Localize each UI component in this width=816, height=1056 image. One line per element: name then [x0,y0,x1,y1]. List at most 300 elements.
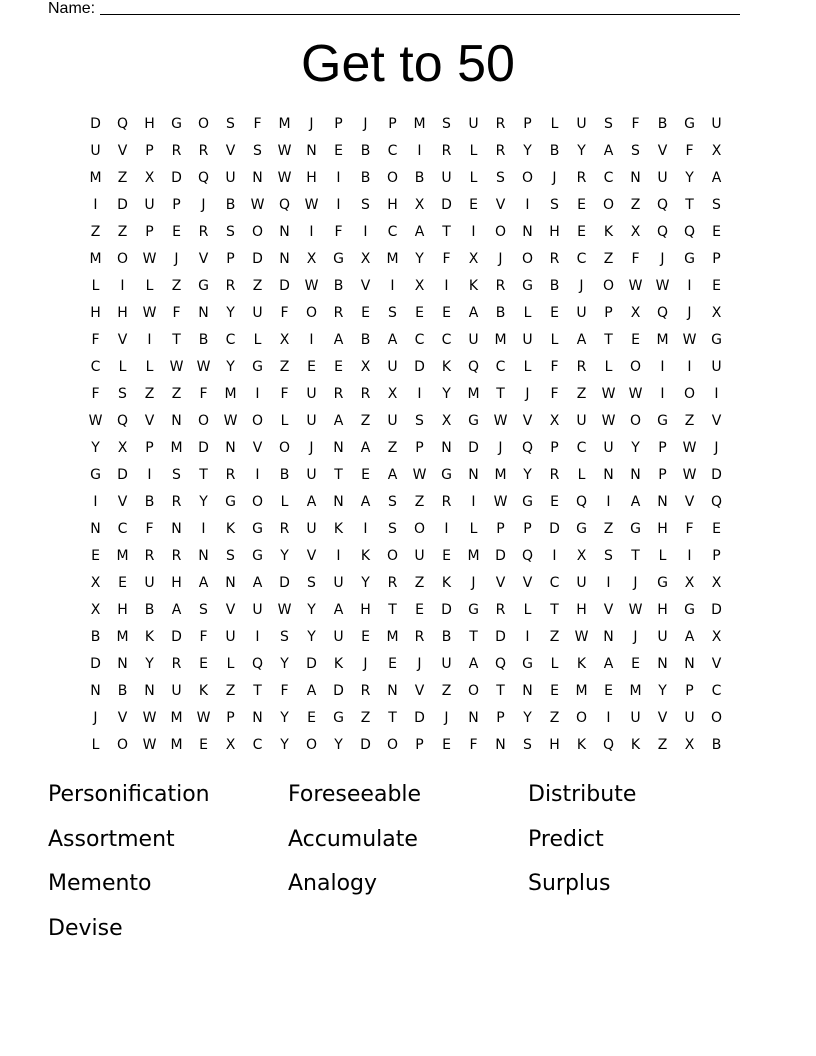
grid-letter: O [521,170,534,186]
grid-letter: H [387,197,398,213]
grid-letter: I [255,467,260,483]
grid-letter: L [253,332,262,348]
grid-letter: O [305,737,318,753]
grid-letter: O [521,251,534,267]
grid-letter: G [684,251,695,267]
grid-letter: R [333,305,344,321]
grid-letter: P [415,440,424,456]
grid-letter: F [685,521,694,537]
grid-letter: H [306,170,317,186]
grid-letter: V [657,710,668,726]
grid-letter: I [687,548,692,564]
grid-letter: Q [521,440,534,456]
grid-letter: B [549,278,560,294]
grid-letter: U [630,710,641,726]
grid-letter: O [710,710,723,726]
grid-letter: A [360,440,371,456]
grid-letter: L [523,602,532,618]
grid-letter: R [549,467,560,483]
grid-letter: F [280,305,289,321]
grid-letter: T [604,332,613,348]
grid-letter: U [252,305,263,321]
grid-letter: M [575,683,588,699]
grid-letter: Y [307,629,316,645]
grid-letter: P [226,251,235,267]
grid-letter: O [386,737,399,753]
grid-letter: B [657,116,668,132]
grid-letter: W [655,278,670,294]
grid-letter: B [360,170,371,186]
grid-letter: A [387,332,398,348]
grid-letter: H [360,602,371,618]
grid-letter: S [712,197,721,213]
grid-letter: J [471,575,476,591]
grid-letter: O [575,710,588,726]
grid-letter: R [198,143,209,159]
grid-letter: M [170,737,183,753]
grid-letter: H [576,602,587,618]
grid-letter: F [550,386,559,402]
grid-letter: B [549,143,560,159]
grid-letter: E [307,359,316,375]
grid-letter: W [142,305,157,321]
grid-letter: Z [576,386,587,402]
grid-letter: G [171,116,182,132]
grid-letter: R [333,386,344,402]
grid-letter: N [198,548,209,564]
grid-letter: P [604,305,613,321]
grid-letter: N [630,467,641,483]
grid-letter: O [683,386,696,402]
grid-letter: T [388,602,397,618]
grid-letter: U [711,359,722,375]
grid-letter: Y [658,683,667,699]
grid-letter: Y [280,737,289,753]
grid-letter: Z [387,440,398,456]
grid-letter: L [550,332,559,348]
grid-letter: F [334,224,343,240]
grid-letter: I [687,359,692,375]
grid-letter: L [577,467,586,483]
grid-letter: A [468,305,479,321]
grid-letter: E [361,629,370,645]
grid-letter: X [144,170,155,186]
grid-letter: N [657,494,668,510]
grid-letter: F [253,116,262,132]
grid-letter: T [199,467,208,483]
grid-letter: I [606,710,611,726]
grid-letter: Y [523,467,532,483]
grid-letter: I [147,332,152,348]
grid-letter: U [684,710,695,726]
grid-letter: R [360,683,371,699]
grid-letter: C [603,170,614,186]
grid-letter: U [441,656,452,672]
grid-letter: W [196,359,211,375]
grid-letter: F [685,143,694,159]
grid-letter: N [252,170,263,186]
grid-letter: Z [414,575,425,591]
grid-letter: C [441,332,452,348]
grid-letter: F [280,683,289,699]
grid-letter: U [225,629,236,645]
grid-letter: D [711,602,722,618]
grid-letter: M [413,116,426,132]
grid-letter: Z [117,224,128,240]
grid-letter: R [576,170,587,186]
grid-letter: Z [684,413,695,429]
grid-letter: O [197,413,210,429]
grid-letter: D [279,575,290,591]
grid-letter: Q [710,494,723,510]
grid-letter: F [145,521,154,537]
grid-letter: E [712,521,721,537]
grid-letter: Z [90,224,101,240]
grid-letter: V [603,602,614,618]
grid-letter: Q [656,305,669,321]
grid-letter: M [224,386,237,402]
grid-letter: L [91,278,100,294]
grid-letter: W [142,710,157,726]
grid-letter: V [117,332,128,348]
grid-letter: W [493,494,508,510]
grid-letter: V [306,548,317,564]
grid-letter: S [226,548,235,564]
grid-letter: R [171,494,182,510]
grid-letter: A [333,413,344,429]
grid-letter: W [601,413,616,429]
grid-letter: U [306,386,317,402]
grid-letter: B [117,683,128,699]
grid-letter: S [550,197,559,213]
grid-letter: R [171,143,182,159]
word-list [48,776,768,954]
grid-letter: X [468,251,479,267]
grid-letter: U [225,170,236,186]
grid-letter: Z [144,386,155,402]
grid-letter: X [387,386,398,402]
grid-letter: P [685,683,694,699]
grid-letter: U [711,116,722,132]
grid-letter: F [199,629,208,645]
grid-letter: B [360,143,371,159]
grid-letter: I [120,278,125,294]
grid-letter: G [198,278,209,294]
grid-letter: Z [630,197,641,213]
grid-letter: O [602,197,615,213]
grid-letter: O [251,413,264,429]
grid-letter: X [117,440,128,456]
grid-letter: G [684,602,695,618]
grid-letter: E [577,197,586,213]
grid-letter: Y [523,143,532,159]
grid-letter: N [90,683,101,699]
grid-letter: W [142,737,157,753]
grid-letter: D [414,710,425,726]
grid-letter: B [144,602,155,618]
grid-letter: W [250,197,265,213]
grid-letter: V [360,278,371,294]
grid-letter: M [170,710,183,726]
grid-letter: B [441,629,452,645]
grid-letter: R [495,143,506,159]
grid-letter: C [387,224,398,240]
grid-letter: D [117,197,128,213]
grid-letter: P [523,521,532,537]
grid-letter: G [225,494,236,510]
grid-letter: U [387,413,398,429]
grid-letter: F [442,251,451,267]
grid-letter: O [386,170,399,186]
grid-letter: G [252,548,263,564]
grid-letter: A [171,602,182,618]
grid-letter: M [170,440,183,456]
grid-letter: C [414,332,425,348]
grid-letter: Y [523,710,532,726]
grid-letter: I [687,278,692,294]
grid-letter: O [629,413,642,429]
grid-letter: F [280,386,289,402]
grid-letter: X [360,251,371,267]
grid-letter: E [307,710,316,726]
grid-letter: Z [225,683,236,699]
grid-letter: E [712,278,721,294]
grid-letter: J [579,278,584,294]
grid-letter: P [523,116,532,132]
grid-letter: Q [251,656,264,672]
word-list-item: Devise [48,915,123,941]
grid-letter: A [711,170,722,186]
grid-letter: F [550,359,559,375]
grid-letter: A [360,494,371,510]
grid-letter: I [606,494,611,510]
grid-letter: Q [521,548,534,564]
grid-letter: L [469,521,478,537]
grid-letter: Z [279,359,290,375]
grid-letter: D [198,440,209,456]
grid-letter: I [93,494,98,510]
grid-letter: O [278,440,291,456]
word-list-item: Foreseeable [288,782,422,807]
grid-letter: J [498,251,503,267]
grid-letter: L [91,737,100,753]
grid-letter: B [144,494,155,510]
grid-letter: U [306,467,317,483]
grid-letter: R [225,467,236,483]
grid-letter: N [144,683,155,699]
grid-letter: I [147,467,152,483]
grid-letter: N [333,440,344,456]
grid-letter: K [198,683,209,699]
grid-letter: J [363,116,368,132]
grid-letter: E [469,197,478,213]
grid-letter: A [414,224,425,240]
grid-letter: I [255,629,260,645]
grid-letter: L [226,656,235,672]
grid-letter: S [307,575,316,591]
grid-letter: U [576,413,587,429]
grid-letter: S [280,629,289,645]
grid-letter: N [468,710,479,726]
grid-letter: R [495,602,506,618]
grid-letter: S [253,143,262,159]
grid-letter: J [498,440,503,456]
grid-letter: G [252,521,263,537]
grid-letter: T [550,602,559,618]
grid-letter: Q [116,413,129,429]
grid-letter: R [576,359,587,375]
grid-letter: U [603,440,614,456]
grid-letter: N [522,683,533,699]
grid-letter: E [550,683,559,699]
grid-letter: B [495,305,506,321]
grid-letter: Q [575,494,588,510]
grid-letter: Q [602,737,615,753]
grid-letter: A [468,656,479,672]
grid-letter: S [199,602,208,618]
grid-letter: I [444,278,449,294]
grid-letter: M [278,116,291,132]
grid-letter: A [306,494,317,510]
grid-letter: D [711,467,722,483]
grid-letter: V [495,575,506,591]
grid-letter: U [90,143,101,159]
grid-letter: M [656,332,669,348]
grid-letter: E [577,224,586,240]
grid-letter: X [90,602,101,618]
grid-letter: X [441,413,452,429]
grid-letter: A [603,656,614,672]
grid-letter: I [417,143,422,159]
grid-letter: T [496,386,505,402]
grid-letter: H [117,305,128,321]
grid-letter: B [279,467,290,483]
grid-letter: R [171,548,182,564]
grid-letter: E [442,305,451,321]
grid-letter: W [196,710,211,726]
grid-letter: A [630,494,641,510]
grid-letter: B [711,737,722,753]
word-list-item: Assortment [48,826,175,852]
grid-letter: L [469,170,478,186]
grid-letter: Y [226,305,235,321]
grid-letter: G [630,521,641,537]
grid-letter: B [333,278,344,294]
grid-letter: Z [171,278,182,294]
grid-letter: N [630,170,641,186]
grid-letter: V [711,656,722,672]
grid-letter: W [304,197,319,213]
grid-letter: D [333,683,344,699]
grid-letter: S [361,197,370,213]
grid-letter: D [441,602,452,618]
grid-letter: Y [361,575,370,591]
grid-letter: X [549,413,560,429]
grid-letter: V [495,197,506,213]
grid-letter: N [90,521,101,537]
grid-letter: W [682,440,697,456]
grid-letter: D [90,116,101,132]
grid-letter: D [171,170,182,186]
grid-letter: D [414,359,425,375]
grid-letter: S [442,116,451,132]
grid-letter: K [576,656,587,672]
grid-letter: D [279,278,290,294]
grid-letter: C [225,332,236,348]
grid-letter: L [145,278,154,294]
grid-letter: Z [657,737,668,753]
grid-letter: N [387,683,398,699]
grid-letter: E [388,656,397,672]
grid-letter: E [631,332,640,348]
grid-letter: Y [145,656,154,672]
grid-letter: P [550,440,559,456]
grid-letter: W [277,143,292,159]
grid-letter: G [522,656,533,672]
grid-letter: I [309,332,314,348]
grid-letter: D [171,629,182,645]
grid-letter: Y [91,440,100,456]
grid-letter: I [336,548,341,564]
grid-letter: X [684,737,695,753]
grid-letter: V [117,494,128,510]
grid-letter: I [417,386,422,402]
grid-letter: J [417,656,422,672]
grid-letter: J [552,170,557,186]
grid-letter: E [631,656,640,672]
grid-letter: I [552,548,557,564]
grid-letter: Z [549,629,560,645]
grid-letter: N [171,413,182,429]
grid-letter: S [415,413,424,429]
grid-letter: W [169,359,184,375]
grid-letter: G [576,521,587,537]
grid-letter: N [441,440,452,456]
grid-letter: D [117,467,128,483]
grid-letter: O [116,737,129,753]
grid-letter: I [363,224,368,240]
grid-letter: X [711,143,722,159]
grid-letter: X [711,305,722,321]
grid-letter: R [495,116,506,132]
grid-letter: O [251,224,264,240]
grid-letter: H [657,602,668,618]
grid-letter: H [549,224,560,240]
grid-letter: O [602,278,615,294]
grid-letter: D [495,629,506,645]
grid-letter: G [684,116,695,132]
grid-letter: Q [116,116,129,132]
grid-letter: H [657,521,668,537]
letter-grid [82,111,730,759]
grid-letter: W [277,602,292,618]
grid-letter: G [468,413,479,429]
grid-letter: C [576,440,587,456]
grid-letter: L [145,359,154,375]
grid-letter: E [199,656,208,672]
grid-letter: O [251,494,264,510]
grid-letter: L [658,548,667,564]
grid-letter: M [89,170,102,186]
grid-letter: S [172,467,181,483]
grid-letter: I [660,359,665,375]
grid-letter: V [684,494,695,510]
grid-letter: I [390,278,395,294]
grid-letter: E [604,683,613,699]
grid-letter: W [304,278,319,294]
grid-letter: O [116,251,129,267]
grid-letter: Y [280,548,289,564]
